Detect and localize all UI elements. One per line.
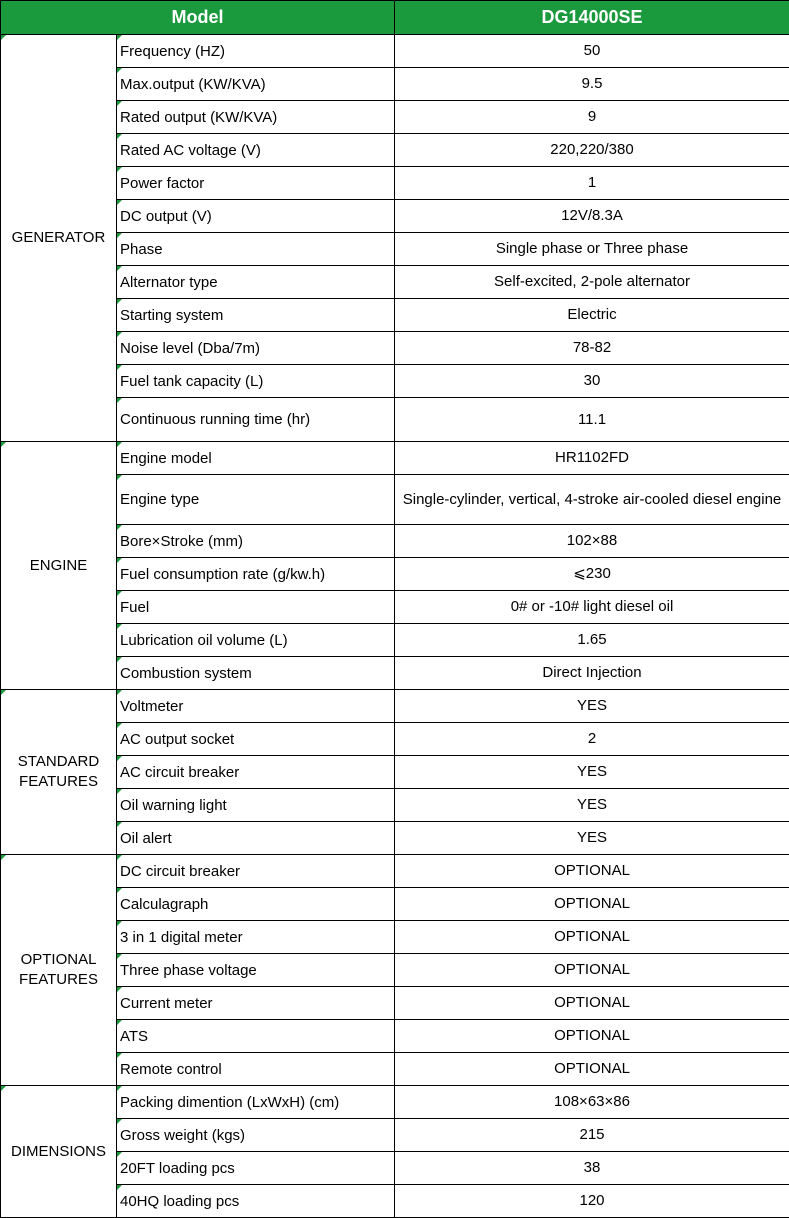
row-label: 20FT loading pcs bbox=[117, 1152, 395, 1185]
row-label: ATS bbox=[117, 1020, 395, 1053]
table-row bbox=[1, 789, 789, 822]
row-value: Electric bbox=[395, 299, 789, 332]
row-label: Noise level (Dba/7m) bbox=[117, 332, 395, 365]
row-label: AC output socket bbox=[117, 723, 395, 756]
table-row bbox=[1, 558, 789, 591]
row-label: Gross weight (kgs) bbox=[117, 1119, 395, 1152]
table-row bbox=[1, 888, 789, 921]
model-header-label: Model bbox=[1, 1, 395, 35]
model-header-value: DG14000SE bbox=[395, 1, 789, 35]
table-row bbox=[1, 365, 789, 398]
row-label: Starting system bbox=[117, 299, 395, 332]
table-row bbox=[1, 1185, 789, 1218]
row-label: Alternator type bbox=[117, 266, 395, 299]
row-value: OPTIONAL bbox=[395, 987, 789, 1020]
table-row bbox=[1, 987, 789, 1020]
row-label: Continuous running time (hr) bbox=[117, 398, 395, 442]
row-value: OPTIONAL bbox=[395, 954, 789, 987]
table-row bbox=[1, 954, 789, 987]
row-label: Fuel tank capacity (L) bbox=[117, 365, 395, 398]
row-value: ⩽230 bbox=[395, 558, 789, 591]
group-label-standard-features: STANDARD FEATURES bbox=[1, 690, 117, 855]
row-value: 102×88 bbox=[395, 525, 789, 558]
row-value: HR1102FD bbox=[395, 442, 789, 475]
row-value: 9.5 bbox=[395, 68, 789, 101]
table-row bbox=[1, 1152, 789, 1185]
table-row bbox=[1, 1053, 789, 1086]
row-label: Engine model bbox=[117, 442, 395, 475]
row-value: YES bbox=[395, 756, 789, 789]
row-value: Direct Injection bbox=[395, 657, 789, 690]
table-row bbox=[1, 525, 789, 558]
table-row bbox=[1, 591, 789, 624]
table-row bbox=[1, 134, 789, 167]
row-value: 50 bbox=[395, 35, 789, 68]
row-label: Oil warning light bbox=[117, 789, 395, 822]
table-row bbox=[1, 101, 789, 134]
row-value: 0# or -10# light diesel oil bbox=[395, 591, 789, 624]
table-row bbox=[1, 332, 789, 365]
row-label: Oil alert bbox=[117, 822, 395, 855]
table-row bbox=[1, 1119, 789, 1152]
row-value: OPTIONAL bbox=[395, 855, 789, 888]
row-label: 40HQ loading pcs bbox=[117, 1185, 395, 1218]
table-row bbox=[1, 1020, 789, 1053]
row-label: Combustion system bbox=[117, 657, 395, 690]
row-label: Lubrication oil volume (L) bbox=[117, 624, 395, 657]
table-row bbox=[1, 756, 789, 789]
header-row bbox=[1, 1, 789, 35]
row-label: Phase bbox=[117, 233, 395, 266]
group-label-optional-features: OPTIONAL FEATURES bbox=[1, 855, 117, 1086]
row-label: Packing dimention (LxWxH) (cm) bbox=[117, 1086, 395, 1119]
table-row bbox=[1, 657, 789, 690]
row-label: Frequency (HZ) bbox=[117, 35, 395, 68]
row-value: Single phase or Three phase bbox=[395, 233, 789, 266]
row-label: Bore×Stroke (mm) bbox=[117, 525, 395, 558]
row-value: 220,220/380 bbox=[395, 134, 789, 167]
row-label: Three phase voltage bbox=[117, 954, 395, 987]
row-label: Fuel bbox=[117, 591, 395, 624]
row-value: 78-82 bbox=[395, 332, 789, 365]
row-label: Calculagraph bbox=[117, 888, 395, 921]
row-value: OPTIONAL bbox=[395, 921, 789, 954]
table-row bbox=[1, 723, 789, 756]
row-label: Voltmeter bbox=[117, 690, 395, 723]
table-row bbox=[1, 398, 789, 442]
row-value: 1 bbox=[395, 167, 789, 200]
table-row bbox=[1, 1086, 789, 1119]
row-value: OPTIONAL bbox=[395, 888, 789, 921]
row-value: OPTIONAL bbox=[395, 1020, 789, 1053]
row-label: Power factor bbox=[117, 167, 395, 200]
table-row bbox=[1, 233, 789, 266]
row-value: 9 bbox=[395, 101, 789, 134]
row-value: 12V/8.3A bbox=[395, 200, 789, 233]
row-label: Max.output (KW/KVA) bbox=[117, 68, 395, 101]
row-label: Engine type bbox=[117, 475, 395, 525]
table-row bbox=[1, 442, 789, 475]
row-value: 1.65 bbox=[395, 624, 789, 657]
row-value: 108×63×86 bbox=[395, 1086, 789, 1119]
row-value: 11.1 bbox=[395, 398, 789, 442]
group-label-engine: ENGINE bbox=[1, 442, 117, 690]
row-value: Self-excited, 2-pole alternator bbox=[395, 266, 789, 299]
table-row bbox=[1, 68, 789, 101]
table-row bbox=[1, 200, 789, 233]
table-row bbox=[1, 855, 789, 888]
row-label: Current meter bbox=[117, 987, 395, 1020]
row-value: 2 bbox=[395, 723, 789, 756]
row-label: Rated AC voltage (V) bbox=[117, 134, 395, 167]
table-row bbox=[1, 299, 789, 332]
row-value: 38 bbox=[395, 1152, 789, 1185]
row-label: DC circuit breaker bbox=[117, 855, 395, 888]
table-row bbox=[1, 35, 789, 68]
row-value: OPTIONAL bbox=[395, 1053, 789, 1086]
group-label-generator: GENERATOR bbox=[1, 35, 117, 442]
row-value: 120 bbox=[395, 1185, 789, 1218]
row-value: YES bbox=[395, 789, 789, 822]
spec-table-body bbox=[1, 35, 789, 1218]
row-value: YES bbox=[395, 690, 789, 723]
row-label: 3 in 1 digital meter bbox=[117, 921, 395, 954]
row-value: 215 bbox=[395, 1119, 789, 1152]
row-value: 30 bbox=[395, 365, 789, 398]
group-label-dimensions: DIMENSIONS bbox=[1, 1086, 117, 1218]
row-label: DC output (V) bbox=[117, 200, 395, 233]
table-row bbox=[1, 167, 789, 200]
table-row bbox=[1, 624, 789, 657]
table-row bbox=[1, 266, 789, 299]
table-row bbox=[1, 822, 789, 855]
row-label: AC circuit breaker bbox=[117, 756, 395, 789]
table-row bbox=[1, 921, 789, 954]
row-label: Fuel consumption rate (g/kw.h) bbox=[117, 558, 395, 591]
row-label: Remote control bbox=[117, 1053, 395, 1086]
row-label: Rated output (KW/KVA) bbox=[117, 101, 395, 134]
table-row bbox=[1, 690, 789, 723]
row-value: YES bbox=[395, 822, 789, 855]
row-value: Single-cylinder, vertical, 4-stroke air-cooled diesel engine bbox=[395, 475, 789, 525]
table-row bbox=[1, 475, 789, 525]
